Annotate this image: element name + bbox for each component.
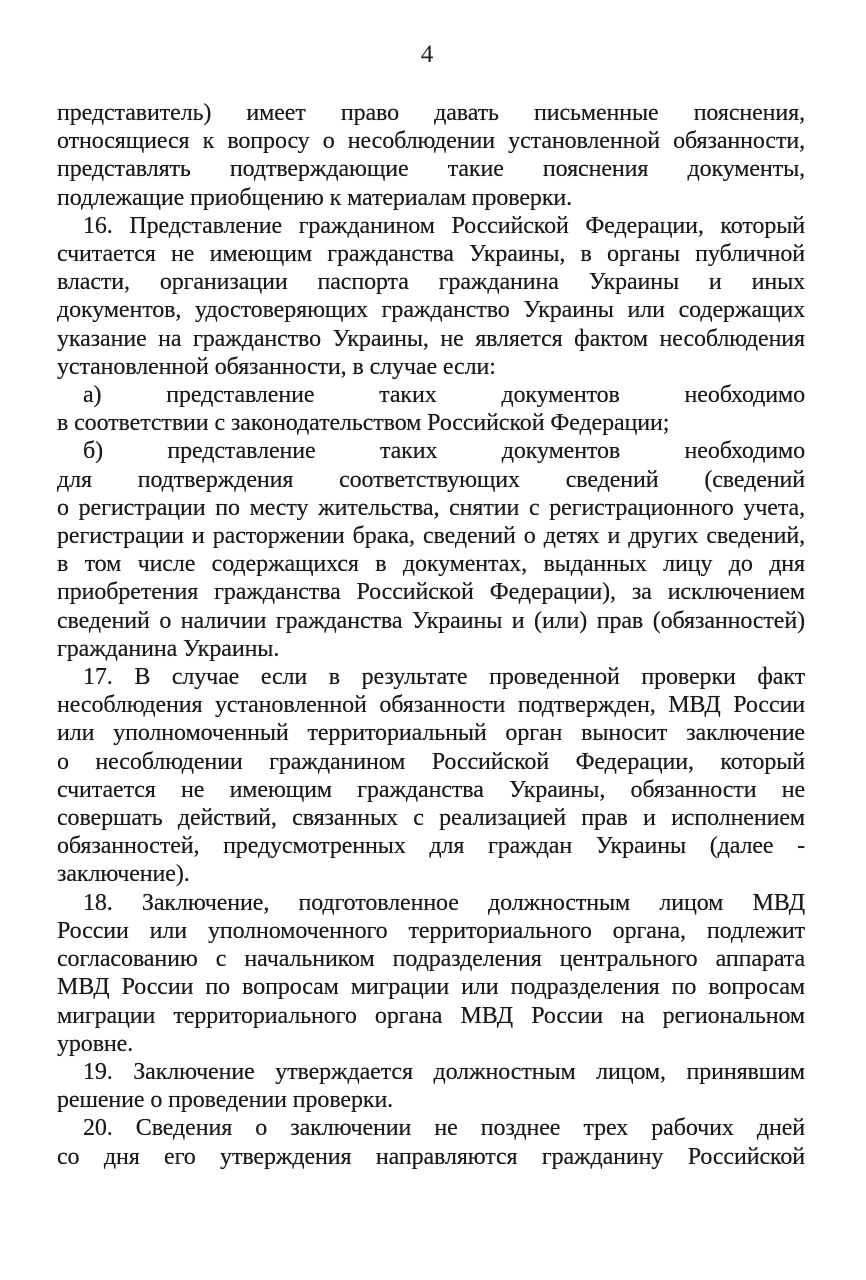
text-line: считается не имеющим гражданства Украины, в органы публичной [57, 241, 805, 268]
text-line: обязанностей, предусмотренных для граждан Украины (далее - [57, 833, 805, 860]
paragraph [57, 889, 805, 1058]
text-line: подлежащие приобщению к материалам проверки. [57, 184, 573, 211]
text-line: о регистрации по месту жительства, снятии с регистрационного учета, [57, 494, 805, 521]
text-line: документов, удостоверяющих гражданство Украины или содержащих [57, 297, 805, 324]
text-line: сведений о наличии гражданства Украины и (или) прав (обязанностей) [57, 607, 805, 634]
text-line: 19. Заключение утверждается должностным лицом, принявшим [83, 1058, 805, 1085]
text-line: а) представление таких документов необходимо [83, 382, 805, 409]
text-line: власти, организации паспорта гражданина Украины и иных [57, 269, 805, 296]
paragraph [57, 212, 805, 381]
text-line: 16. Представление гражданином Российской Федерации, который [83, 212, 805, 239]
text-line: со дня его утверждения направляются гражданину Российской [57, 1143, 805, 1170]
text-line: для подтверждения соответствующих сведений (сведений [57, 466, 805, 493]
text-line: гражданина Украины. [57, 635, 280, 662]
text-line: о несоблюдении гражданином Российской Федерации, который [57, 748, 805, 775]
text-line: МВД России по вопросам миграции или подразделения по вопросам [57, 974, 805, 1001]
text-line: относящиеся к вопросу о несоблюдении установленной обязанности, [57, 128, 805, 155]
text-line: указание на гражданство Украины, не является фактом несоблюдения [57, 325, 805, 352]
text-line: считается не имеющим гражданства Украины, обязанности не [57, 776, 805, 803]
paragraph [57, 437, 805, 663]
text-line: совершать действий, связанных с реализацией прав и исполнением [57, 805, 805, 832]
paragraph [57, 1114, 805, 1170]
document-body [57, 99, 805, 1171]
text-line: несоблюдения установленной обязанности подтвержден, МВД России [57, 692, 805, 719]
text-line: миграции территориального органа МВД России на региональном [57, 1002, 805, 1029]
text-line: приобретения гражданства Российской Федерации), за исключением [57, 579, 805, 606]
text-line: согласованию с начальником подразделения центрального аппарата [57, 946, 805, 973]
text-line: решение о проведении проверки. [57, 1087, 394, 1114]
text-line: заключение). [57, 861, 190, 888]
text-line: б) представление таких документов необходимо [83, 438, 805, 465]
text-line: 18. Заключение, подготовленное должностным лицом МВД [83, 889, 805, 916]
paragraph [57, 1058, 805, 1114]
text-line: в соответствии с законодательством Российской Федерации; [57, 410, 670, 437]
text-line: или уполномоченный территориальный орган выносит заключение [57, 720, 805, 747]
text-line: в том числе содержащихся в документах, выданных лицу до дня [57, 551, 805, 578]
text-line: представитель) имеет право давать письменные пояснения, [57, 100, 805, 126]
text-line: представлять подтверждающие такие пояснения документы, [57, 156, 805, 183]
text-line: России или уполномоченного территориального органа, подлежит [57, 917, 805, 944]
text-line: регистрации и расторжении брака, сведений о детях и других сведений, [57, 523, 805, 550]
text-line: уровне. [57, 1030, 134, 1057]
text-line: установленной обязанности, в случае если: [57, 353, 496, 380]
text-line: 17. В случае если в результате проведенной проверки факт [83, 664, 805, 691]
paragraph [57, 663, 805, 889]
paragraph [57, 99, 805, 212]
paragraph [57, 381, 805, 437]
page-number: 4 [420, 41, 434, 68]
text-line: 20. Сведения о заключении не позднее трех рабочих дней [83, 1115, 805, 1142]
